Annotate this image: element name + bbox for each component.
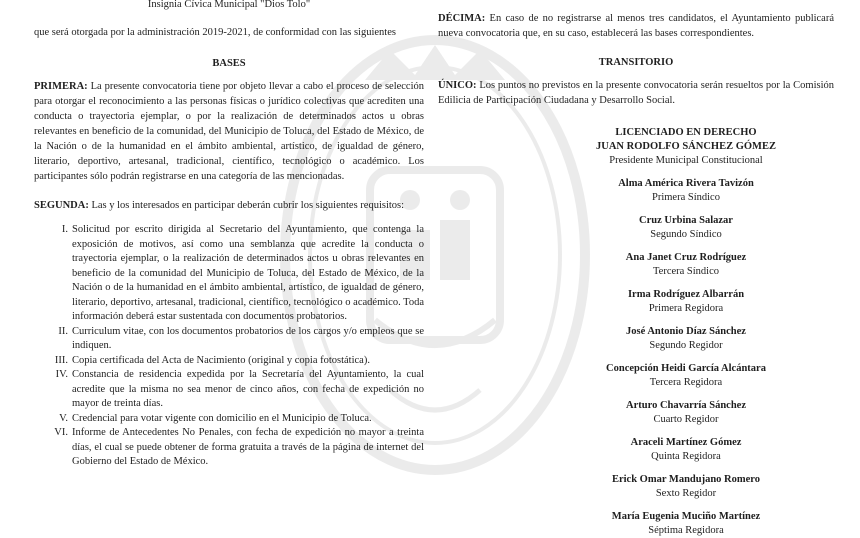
signatory-name: Irma Rodríguez Albarrán — [627, 289, 745, 300]
signatory — [538, 214, 834, 242]
primera-paragraph — [34, 79, 424, 184]
left-column — [34, 0, 424, 470]
requirement-text: Informe de Antecedentes No Penales, con fecha de expedición no mayor a treinta días, el cual se puede obtener de forma gratuita a través de la página de internet del Gobierno del Estado de México. — [72, 427, 424, 467]
signatory-name: Concepción Heidi García Alcántara — [606, 363, 766, 374]
decima-paragraph — [438, 11, 834, 41]
requirement-text: Copia certificada del Acta de Nacimiento (original y copia fotostática). — [72, 354, 370, 366]
signatory-role: Séptima Regidora — [648, 525, 724, 536]
transitorio-heading: TRANSITORIO — [598, 57, 674, 68]
president-title-line: LICENCIADO EN DERECHO — [615, 127, 757, 138]
president-signature — [538, 126, 834, 168]
list-item — [34, 325, 424, 354]
segunda-text: Las y los interesados en participar deberán cubrir los siguientes requisitos: — [91, 200, 405, 211]
insignia-line: Insignia Cívica Municipal "Dios Tolo" — [147, 0, 311, 10]
signatory-role: Sexto Regidor — [655, 488, 717, 499]
signatory-role: Tercera Síndico — [652, 266, 720, 277]
signatory-role: Segundo Regidor — [649, 340, 723, 351]
signatory — [538, 510, 834, 538]
signatory — [538, 436, 834, 464]
requirement-number: V. — [59, 412, 68, 424]
list-item — [34, 354, 424, 369]
president-role: Presidente Municipal Constitucional — [609, 155, 763, 166]
signatory-role: Quinta Regidora — [651, 451, 721, 462]
list-item — [34, 368, 424, 412]
signatory — [538, 177, 834, 205]
signatory-role: Tercera Regidora — [649, 377, 723, 388]
bases-heading: BASES — [212, 58, 246, 69]
decima-text: En caso de no registrarse al menos tres candidatos, el Ayuntamiento publicará nueva convocatoria que, en su caso, establecerá las bases correspondientes. — [438, 13, 835, 39]
primera-label: PRIMERA: — [34, 81, 88, 92]
signatory-name: Araceli Martínez Gómez — [630, 437, 742, 448]
segunda-paragraph — [34, 198, 424, 213]
signatory-name: Ana Janet Cruz Rodríguez — [625, 252, 747, 263]
signatory-role: Cuarto Regidor — [653, 414, 719, 425]
signatory-name: Erick Omar Mandujano Romero — [611, 474, 761, 485]
segunda-label: SEGUNDA: — [34, 200, 89, 211]
right-column — [438, 0, 834, 538]
requirement-number: I. — [61, 224, 68, 235]
requirement-number: II. — [58, 325, 68, 337]
requirement-text: Curriculum vitae, con los documentos probatorios de los cargos y/o empleos que se indiquen. — [72, 325, 424, 351]
unico-label: ÚNICO: — [438, 80, 477, 91]
unico-paragraph — [438, 78, 834, 108]
signatory — [538, 251, 834, 279]
list-item — [34, 412, 424, 427]
signatory-name: José Antonio Díaz Sánchez — [626, 326, 746, 337]
requirements-list — [34, 223, 424, 470]
signatory — [538, 473, 834, 501]
signatory-role: Primera Síndico — [652, 192, 720, 203]
signatory-role: Primera Regidora — [648, 303, 724, 314]
signatory-name: Cruz Urbina Salazar — [639, 215, 733, 226]
decima-label: DÉCIMA: — [438, 13, 486, 24]
president-name: JUAN RODOLFO SÁNCHEZ GÓMEZ — [596, 141, 776, 152]
primera-text: La presente convocatoria tiene por objeto llevar a cabo el proceso de selección para otorgar el reconocimiento a las personas físicas o jurídico colectivas que acrediten una conducta o trayectoria ejemplar, o por la realización de determinados actos u obras relevantes en beneficio de la comunidad, del Municipio de Toluca, del Estado de México, de la Nación o de la humanidad en el ámbito ambiental, artístico, de igualdad de género, literario, deportivo, artesanal, tradicional, científico, tecnológico o académico. Los participantes sólo podrán registrarse en una categoría de las mencionadas. — [34, 81, 425, 182]
list-item — [34, 426, 424, 470]
signatory — [538, 399, 834, 427]
requirement-number: III. — [54, 354, 68, 366]
signatory-name: María Eugenia Muciño Martínez — [611, 511, 761, 522]
intro-paragraph: que será otorgada por la administración 2019-2021, de conformidad con las siguientes — [34, 27, 396, 38]
requirement-number: IV. — [55, 369, 68, 380]
unico-text: Los puntos no previstos en la presente convocatoria serán resueltos por la Comisión Edilicia de Participación Ciudadana y Desarrollo Social. — [438, 80, 834, 106]
requirement-number: VI. — [54, 427, 68, 438]
signatory-role: Segundo Síndico — [650, 229, 722, 240]
signatory — [538, 325, 834, 353]
requirement-text: Solicitud por escrito dirigida al Secretario del Ayuntamiento, que contenga la exposición de motivos, así como una semblanza que acredite la conducta o trayectoria ejemplar, o la realización de determinados actos u obras relevantes en beneficio de la comunidad del Municipio de Toluca, del Estado de México, de la Nación o de la humanidad en el ámbito ambiental, artístico, de igualdad de género, literario, deportivo, artesanal, tradicional, científico, tecnológico o académico. Toda información deberá estar sustentada con documentos probatorios. — [72, 224, 424, 322]
signatory-name: Alma América Rivera Tavizón — [618, 178, 754, 189]
signatory-name: Arturo Chavarría Sánchez — [626, 400, 746, 411]
requirement-text: Constancia de residencia expedida por la Secretaría del Ayuntamiento, la cual acredite que la misma no sea menor de cinco años, con fecha de expedición no mayor de treinta días. — [72, 369, 424, 409]
signatory — [538, 288, 834, 316]
signatory — [538, 362, 834, 390]
requirement-text: Credencial para votar vigente con domicilio en el Municipio de Toluca. — [72, 412, 372, 424]
list-item — [34, 223, 424, 325]
